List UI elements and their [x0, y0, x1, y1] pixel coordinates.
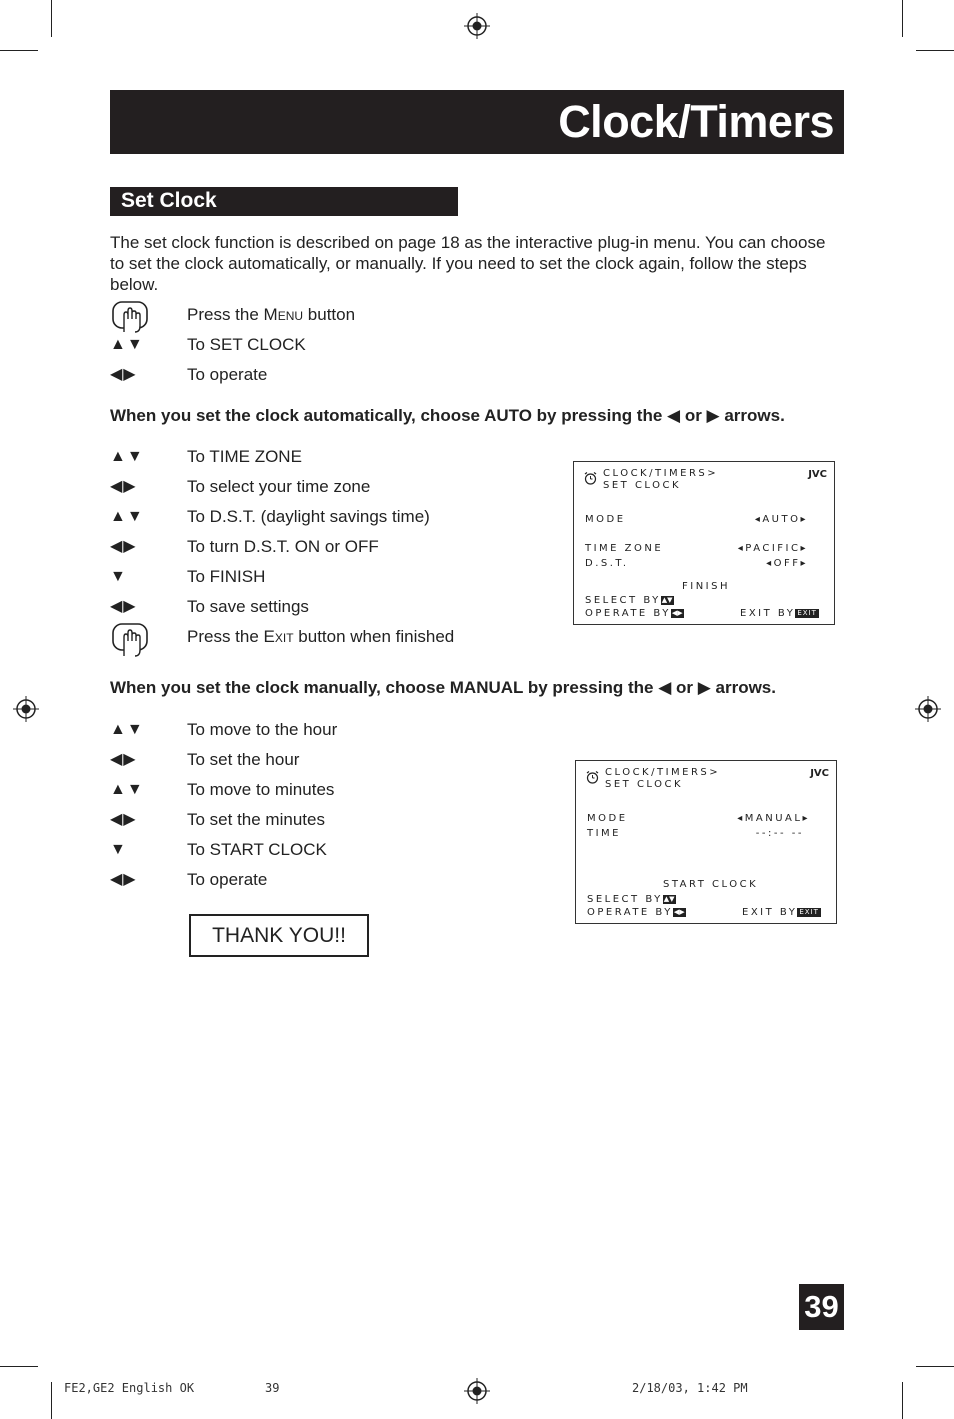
section-header	[110, 187, 458, 216]
step-text: Press the	[187, 627, 264, 646]
osd-dst-label: D.S.T.	[585, 558, 629, 569]
osd-screen-manual	[575, 760, 837, 924]
page-number: 39	[799, 1284, 844, 1330]
down-arrow-icon: ▼	[110, 841, 127, 858]
jvc-logo: JVC	[808, 469, 827, 480]
step-text: To SET CLOCK	[187, 335, 306, 354]
osd-time-value: --:-- --	[755, 828, 804, 839]
hand-button-icon	[110, 301, 180, 329]
osd-timezone-value: ◂PACIFIC▸	[737, 543, 808, 554]
up-down-arrows-icon: ▲▼	[110, 508, 144, 525]
step-text: To set the minutes	[187, 810, 325, 829]
osd-dst-value: ◂OFF▸	[766, 558, 808, 569]
up-down-key-icon: ▲▼	[661, 596, 673, 604]
osd-mode-label: MODE	[587, 813, 628, 824]
step-text: To operate	[187, 870, 268, 889]
crop-mark	[51, 0, 52, 37]
osd-operate-label: OPERATE BY	[585, 608, 671, 619]
osd-breadcrumb: CLOCK/TIMERS>	[605, 767, 721, 778]
exit-key-icon: EXIT	[797, 609, 817, 617]
left-right-arrows-icon: ◀▶	[110, 538, 137, 555]
page-title: Clock/Timers	[558, 96, 834, 147]
registration-mark-icon	[464, 1378, 490, 1404]
osd-select-label: SELECT BY	[587, 894, 663, 905]
step-text: button when finished	[293, 627, 455, 646]
footer-date: 2/18/03, 1:42 PM	[632, 1381, 748, 1395]
alarm-clock-icon	[583, 471, 598, 486]
osd-operate-label: OPERATE BY	[587, 907, 673, 918]
step-text: To save settings	[187, 597, 309, 616]
osd-mode-label: MODE	[585, 514, 626, 525]
manual-instruction: When you set the clock manually, choose MANUAL by pressing the ◀ or ▶ arrows.	[110, 678, 776, 697]
intro-paragraph: The set clock function is described on page 18 as the interactive plug-in menu. You can choose to set the clock automatically, or manually. If you need to set the clock again, follow the steps below.	[110, 233, 826, 294]
crop-mark	[916, 50, 954, 51]
osd-action: FINISH	[682, 581, 730, 592]
left-right-arrows-icon: ◀▶	[110, 811, 137, 828]
section-title: Set Clock	[121, 189, 217, 212]
thank-you-box: THANK YOU!!	[189, 914, 369, 957]
crop-mark	[902, 1382, 903, 1419]
step-text: To START CLOCK	[187, 840, 327, 859]
step-text: Press the	[187, 305, 264, 324]
footer-filename: FE2,GE2 English OK	[64, 1381, 195, 1395]
crop-mark	[902, 0, 903, 37]
registration-mark-icon	[13, 696, 39, 722]
step-text: To operate	[187, 365, 268, 384]
left-right-key-icon: ◀▶	[673, 908, 685, 916]
osd-breadcrumb: CLOCK/TIMERS>	[603, 468, 719, 479]
osd-exit-row	[742, 907, 821, 918]
auto-instruction: When you set the clock automatically, choose AUTO by pressing the ◀ or ▶ arrows.	[110, 406, 785, 425]
osd-exit-row	[740, 608, 819, 619]
up-down-arrows-icon: ▲▼	[110, 336, 144, 353]
hand-button-icon	[110, 623, 180, 651]
left-right-arrows-icon: ◀▶	[110, 751, 137, 768]
osd-action: START CLOCK	[663, 879, 759, 890]
osd-mode-value: ◂MANUAL▸	[737, 813, 810, 824]
step-text: To turn D.S.T. ON or OFF	[187, 537, 379, 556]
left-right-arrows-icon: ◀▶	[110, 478, 137, 495]
step-text: To FINISH	[187, 567, 266, 586]
osd-select-row	[585, 595, 674, 606]
crop-mark	[51, 1382, 52, 1419]
up-down-arrows-icon: ▲▼	[110, 448, 144, 465]
jvc-logo: JVC	[810, 768, 829, 779]
footer-page: 39	[265, 1381, 280, 1395]
osd-timezone-label: TIME ZONE	[585, 543, 664, 554]
step-text: To move to minutes	[187, 780, 335, 799]
crop-mark	[0, 50, 38, 51]
up-down-arrows-icon: ▲▼	[110, 781, 144, 798]
step-text: To select your time zone	[187, 477, 371, 496]
left-right-arrows-icon: ◀▶	[110, 598, 137, 615]
osd-time-label: TIME	[587, 828, 622, 839]
step-text: To set the hour	[187, 750, 300, 769]
osd-screen-auto	[573, 461, 835, 625]
osd-mode-value: ◂AUTO▸	[754, 514, 808, 525]
up-down-arrows-icon: ▲▼	[110, 721, 144, 738]
menu-key-name: MENU	[263, 305, 304, 324]
left-right-key-icon: ◀▶	[671, 609, 683, 617]
step-text: To D.S.T. (daylight savings time)	[187, 507, 430, 526]
up-down-key-icon: ▲▼	[663, 895, 675, 903]
osd-operate-row	[587, 907, 686, 918]
step-text: button	[303, 305, 356, 324]
osd-exit-label: EXIT BY	[742, 907, 798, 918]
osd-subtitle: SET CLOCK	[603, 480, 682, 491]
chapter-header	[110, 90, 844, 154]
step-text: To TIME ZONE	[187, 447, 302, 466]
exit-key-icon: EXIT	[799, 908, 819, 916]
left-right-arrows-icon: ◀▶	[110, 366, 137, 383]
osd-exit-label: EXIT BY	[740, 608, 796, 619]
registration-mark-icon	[915, 696, 941, 722]
alarm-clock-icon	[585, 770, 600, 785]
osd-select-row	[587, 894, 676, 905]
osd-subtitle: SET CLOCK	[605, 779, 684, 790]
down-arrow-icon: ▼	[110, 568, 127, 585]
osd-select-label: SELECT BY	[585, 595, 661, 606]
osd-operate-row	[585, 608, 684, 619]
step-text: To move to the hour	[187, 720, 338, 739]
registration-mark-icon	[464, 13, 490, 39]
left-right-arrows-icon: ◀▶	[110, 871, 137, 888]
exit-key-name: EXIT	[263, 627, 294, 646]
crop-mark	[916, 1366, 954, 1367]
crop-mark	[0, 1366, 38, 1367]
